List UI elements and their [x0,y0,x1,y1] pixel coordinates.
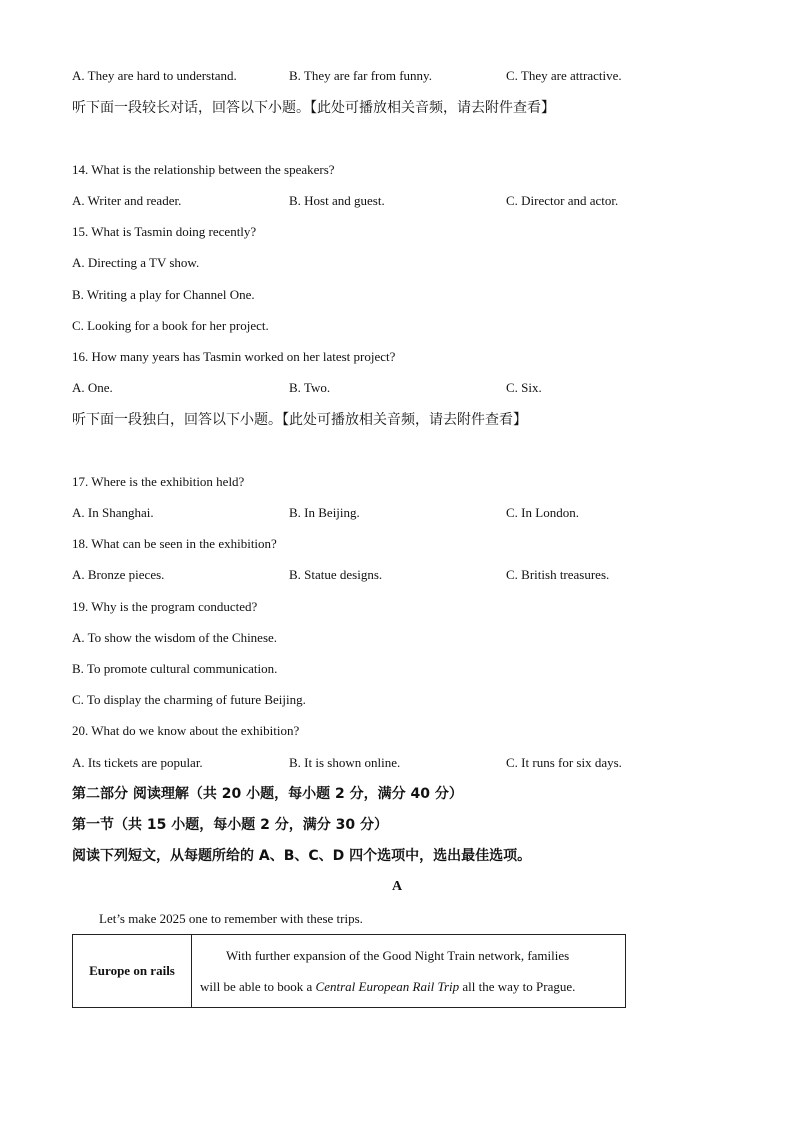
table-row-header: Europe on rails [73,935,192,1008]
description-line-1: With further expansion of the Good Night Train network, families [226,948,570,963]
q20-option-a: A. Its tickets are popular. [72,755,203,770]
part2-heading: 第二部分 阅读理解（共 20 小题，每小题 2 分，满分 40 分） [72,786,463,802]
trips-table [72,934,626,1008]
q13-options [72,68,652,84]
q17-option-b: B. In Beijing. [289,505,360,520]
q14-stem: 14. What is the relationship between the speakers? [72,162,335,177]
q15-stem: 15. What is Tasmin doing recently? [72,224,257,239]
passage-label: A [391,879,403,894]
q18-option-a: A. Bronze pieces. [72,567,165,582]
description-text-end: all the way to Prague. [459,979,576,994]
q15-option-b: B. Writing a play for Channel One. [72,287,255,302]
q14-option-b: B. Host and guest. [289,193,385,208]
q17-option-a: A. In Shanghai. [72,505,154,520]
q18-options [72,567,652,583]
reading-instructions: 阅读下列短文，从每题所给的 A、B、C、D 四个选项中，选出最佳选项。 [72,848,532,864]
passage-intro: Let’s make 2025 one to remember with these trips. [99,911,363,926]
q13-option-c: C. They are attractive. [506,68,622,83]
q19-stem: 19. Why is the program conducted? [72,599,258,614]
dialogue-instruction: 听下面一段较长对话，回答以下小题。【此处可播放相关音频，请去附件查看】 [72,100,555,116]
q15-option-c: C. Looking for a book for her project. [72,318,269,333]
q14-option-a: A. Writer and reader. [72,193,182,208]
q18-option-b: B. Statue designs. [289,567,383,582]
q20-stem: 20. What do we know about the exhibition? [72,723,300,738]
q16-options [72,380,652,396]
q17-options [72,505,652,521]
q14-option-c: C. Director and actor. [506,193,619,208]
q16-stem: 16. How many years has Tasmin worked on her latest project? [72,349,396,364]
monologue-instruction: 听下面一段独白，回答以下小题。【此处可播放相关音频，请去附件查看】 [72,412,527,428]
q19-option-b: B. To promote cultural communication. [72,661,278,676]
table-row-description [192,935,626,1008]
q16-option-a: A. One. [72,380,113,395]
q16-option-b: B. Two. [289,380,331,395]
q20-options [72,755,652,771]
description-line-2 [200,971,617,1002]
q19-option-a: A. To show the wisdom of the Chinese. [72,630,278,645]
table-row [73,935,626,1008]
section1-heading: 第一节（共 15 小题，每小题 2 分，满分 30 分） [72,817,388,833]
q13-option-b: B. They are far from funny. [289,68,432,83]
q17-option-c: C. In London. [506,505,579,520]
q19-option-c: C. To display the charming of future Beijing. [72,692,306,707]
q16-option-c: C. Six. [506,380,542,395]
q20-option-b: B. It is shown online. [289,755,401,770]
q13-option-a: A. They are hard to understand. [72,68,237,83]
q18-option-c: C. British treasures. [506,567,610,582]
trip-name: Central European Rail Trip [315,979,460,994]
description-text: will be able to book a [200,979,316,994]
q17-stem: 17. Where is the exhibition held? [72,474,245,489]
q14-options [72,193,652,209]
q15-option-a: A. Directing a TV show. [72,255,200,270]
q20-option-c: C. It runs for six days. [506,755,622,770]
q18-stem: 18. What can be seen in the exhibition? [72,536,277,551]
